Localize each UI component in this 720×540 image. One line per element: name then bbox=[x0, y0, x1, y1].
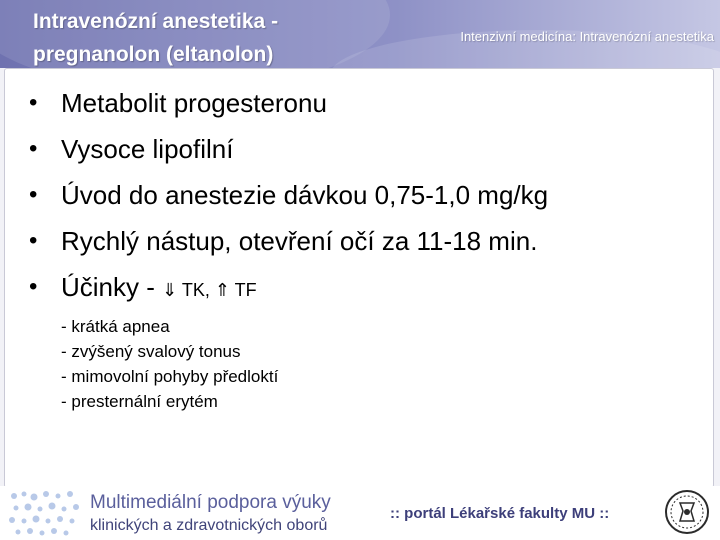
bullet-text: Metabolit progesteronu bbox=[61, 88, 327, 118]
bullet-item bbox=[29, 127, 548, 173]
bullet-text: Vysoce lipofilní bbox=[61, 134, 234, 164]
slide-footer bbox=[0, 486, 720, 540]
faculty-portal-link[interactable]: :: portál Lékařské fakulty MU :: bbox=[390, 505, 610, 522]
effect-item: - krátká apnea bbox=[61, 317, 170, 336]
university-seal-icon bbox=[664, 489, 710, 535]
heart-rate-up: ⇑ TF bbox=[214, 280, 257, 300]
slide-header bbox=[0, 0, 720, 68]
brand-line-1: Multimediální podpora výuky bbox=[90, 492, 331, 513]
bullet-dot: • bbox=[29, 181, 38, 208]
effects-list bbox=[61, 314, 278, 414]
bullet-list bbox=[29, 81, 548, 311]
multimedia-brand bbox=[90, 492, 390, 536]
bullet-item bbox=[29, 265, 548, 311]
slide-title-line-2: pregnanolon (eltanolon) bbox=[33, 43, 274, 66]
bullet-dot: • bbox=[29, 89, 38, 116]
slide-content bbox=[4, 68, 714, 488]
dot-grid-logo-icon bbox=[6, 488, 84, 538]
bullet-text: Účinky - bbox=[61, 272, 163, 302]
effect-item: - mimovolní pohyby předloktí bbox=[61, 367, 279, 386]
bullet-dot: • bbox=[29, 273, 38, 300]
brand-line-2: klinických a zdravotnických oborů bbox=[90, 517, 328, 534]
bullet-item bbox=[29, 219, 548, 265]
course-subtitle: Intenzivní medicína: Intravenózní anestetika bbox=[460, 29, 714, 44]
bullet-text: Úvod do anestezie dávkou 0,75-1,0 mg/kg bbox=[61, 180, 549, 210]
bullet-item bbox=[29, 81, 548, 127]
effect-item: - presternální erytém bbox=[61, 392, 218, 411]
slide-title-line-1: Intravenózní anestetika - bbox=[33, 10, 279, 33]
bullet-item bbox=[29, 173, 548, 219]
bullet-dot: • bbox=[29, 135, 38, 162]
bullet-text: Rychlý nástup, otevření očí za 11-18 min. bbox=[61, 226, 538, 256]
slide-title bbox=[33, 5, 383, 68]
blood-pressure-down: ⇓ TK, bbox=[162, 280, 215, 300]
bullet-dot: • bbox=[29, 227, 38, 254]
effect-item: - zvýšený svalový tonus bbox=[61, 342, 241, 361]
